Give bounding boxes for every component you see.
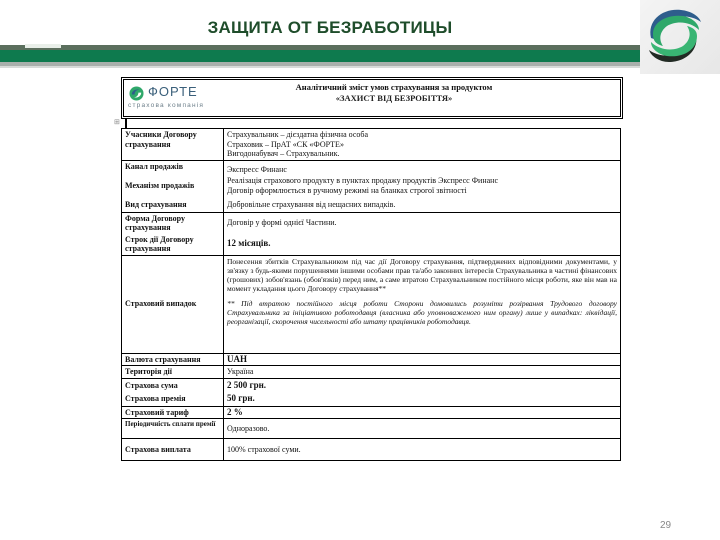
row-value [224,255,621,353]
row-value: 2 500 грн. [224,378,621,392]
value-line: Договір оформлюється в ручному режимі на бланках строгої звітності [227,185,467,195]
row-label: Механізм продажів [122,175,224,197]
value-line: Вигодонабувач – Страхувальник. [227,149,340,158]
row-label: Страховий тариф [122,406,224,419]
row-value: Экспресс Финанс [224,160,621,175]
row-label: Страхова сума [122,378,224,392]
value-line: Страхувальник – дієздатна фізична особа [227,130,369,139]
row-label: Валюта страхування [122,353,224,366]
row-value: Договір у формі однієї Частини. [224,212,621,234]
table-row [122,175,621,197]
row-label: Страхова виплата [122,439,224,461]
table-row [122,212,621,234]
row-label: Страхова премія [122,392,224,406]
swirl-logo-icon [643,4,705,68]
row-label: Територія дії [122,366,224,379]
document-header [121,77,623,119]
header-band [0,50,640,62]
insurance-terms-table [121,128,621,461]
company-subtitle: страхова компанія [128,102,205,109]
row-value: Добровільне страхування від нещасних випадків. [224,197,621,212]
insured-event-note: ** Під втратою постійного місця роботи Сторони домовились розуміти розірвання Трудового договору Страхувальника за ініціативою роботодавця (власника або уповноваженого ним органу) лише у випадках: ліквідації, реорганізації, скорочення чисельності або штату працівників роботодавця. [227,298,617,326]
table-row [122,419,621,439]
row-label: Страховий випадок [122,255,224,353]
row-label: Форма Договору страхування [122,212,224,234]
page-number: 29 [660,520,672,531]
value-line: Реалізація страхового продукту в пунктах продажу продуктів Экспресс Финанс [227,176,498,185]
row-value [224,175,621,197]
row-value: 12 місяців. [224,234,621,256]
header-band-shadow [0,66,640,68]
row-label: Канал продажів [122,160,224,175]
product-name: «ЗАХИСТ ВІД БЕЗРОБІТТЯ» [335,93,453,103]
row-value: UAH [224,353,621,366]
row-value [224,129,621,161]
insured-event-text: Понесення збитків Страхувальником під час дії Договору страхування, підтверджених відповідними документами, у зв'язку з будь-якими порушеннями іншими особами прав та/або законних інтересів Страхувальника в частині фінансових (грошових) зобов'язань (обов'язків) перед ним, а саме втратою Страхувальником постійного місця роботи, яке він мав на момент укладання цього Договору страхування** [227,256,617,293]
table-row [122,366,621,379]
row-value: 50 грн. [224,392,621,406]
row-value: 100% страхової суми. [224,439,621,461]
table-row [122,129,621,161]
slide-title: ЗАЩИТА ОТ БЕЗРАБОТИЦЫ [207,18,453,37]
row-label: Періодичність сплати премії [122,419,224,439]
table-row [122,197,621,212]
company-name: ФОРТЕ [148,84,198,99]
table-row [122,392,621,406]
table-row [122,255,621,353]
header-band-notch [25,44,61,48]
row-value: 2 % [224,406,621,419]
forte-logo-icon [129,86,144,101]
table-row [122,160,621,175]
text-cursor [125,118,127,128]
table-move-handle-icon[interactable]: ⊞ [114,119,120,126]
row-label: Вид страхування [122,197,224,212]
row-label: Строк дії Договору страхування [122,234,224,256]
row-value: Україна [224,366,621,379]
document-heading: Аналітичний зміст умов страхування за продуктом [295,82,493,92]
table-row [122,234,621,256]
row-value: Одноразово. [224,419,621,439]
table-row [122,406,621,419]
value-line: Страховик – ПрАТ «СК «ФОРТЕ» [227,139,344,149]
table-row [122,439,621,461]
row-label: Учасники Договору страхування [122,129,224,161]
table-row [122,378,621,392]
table-row [122,353,621,366]
